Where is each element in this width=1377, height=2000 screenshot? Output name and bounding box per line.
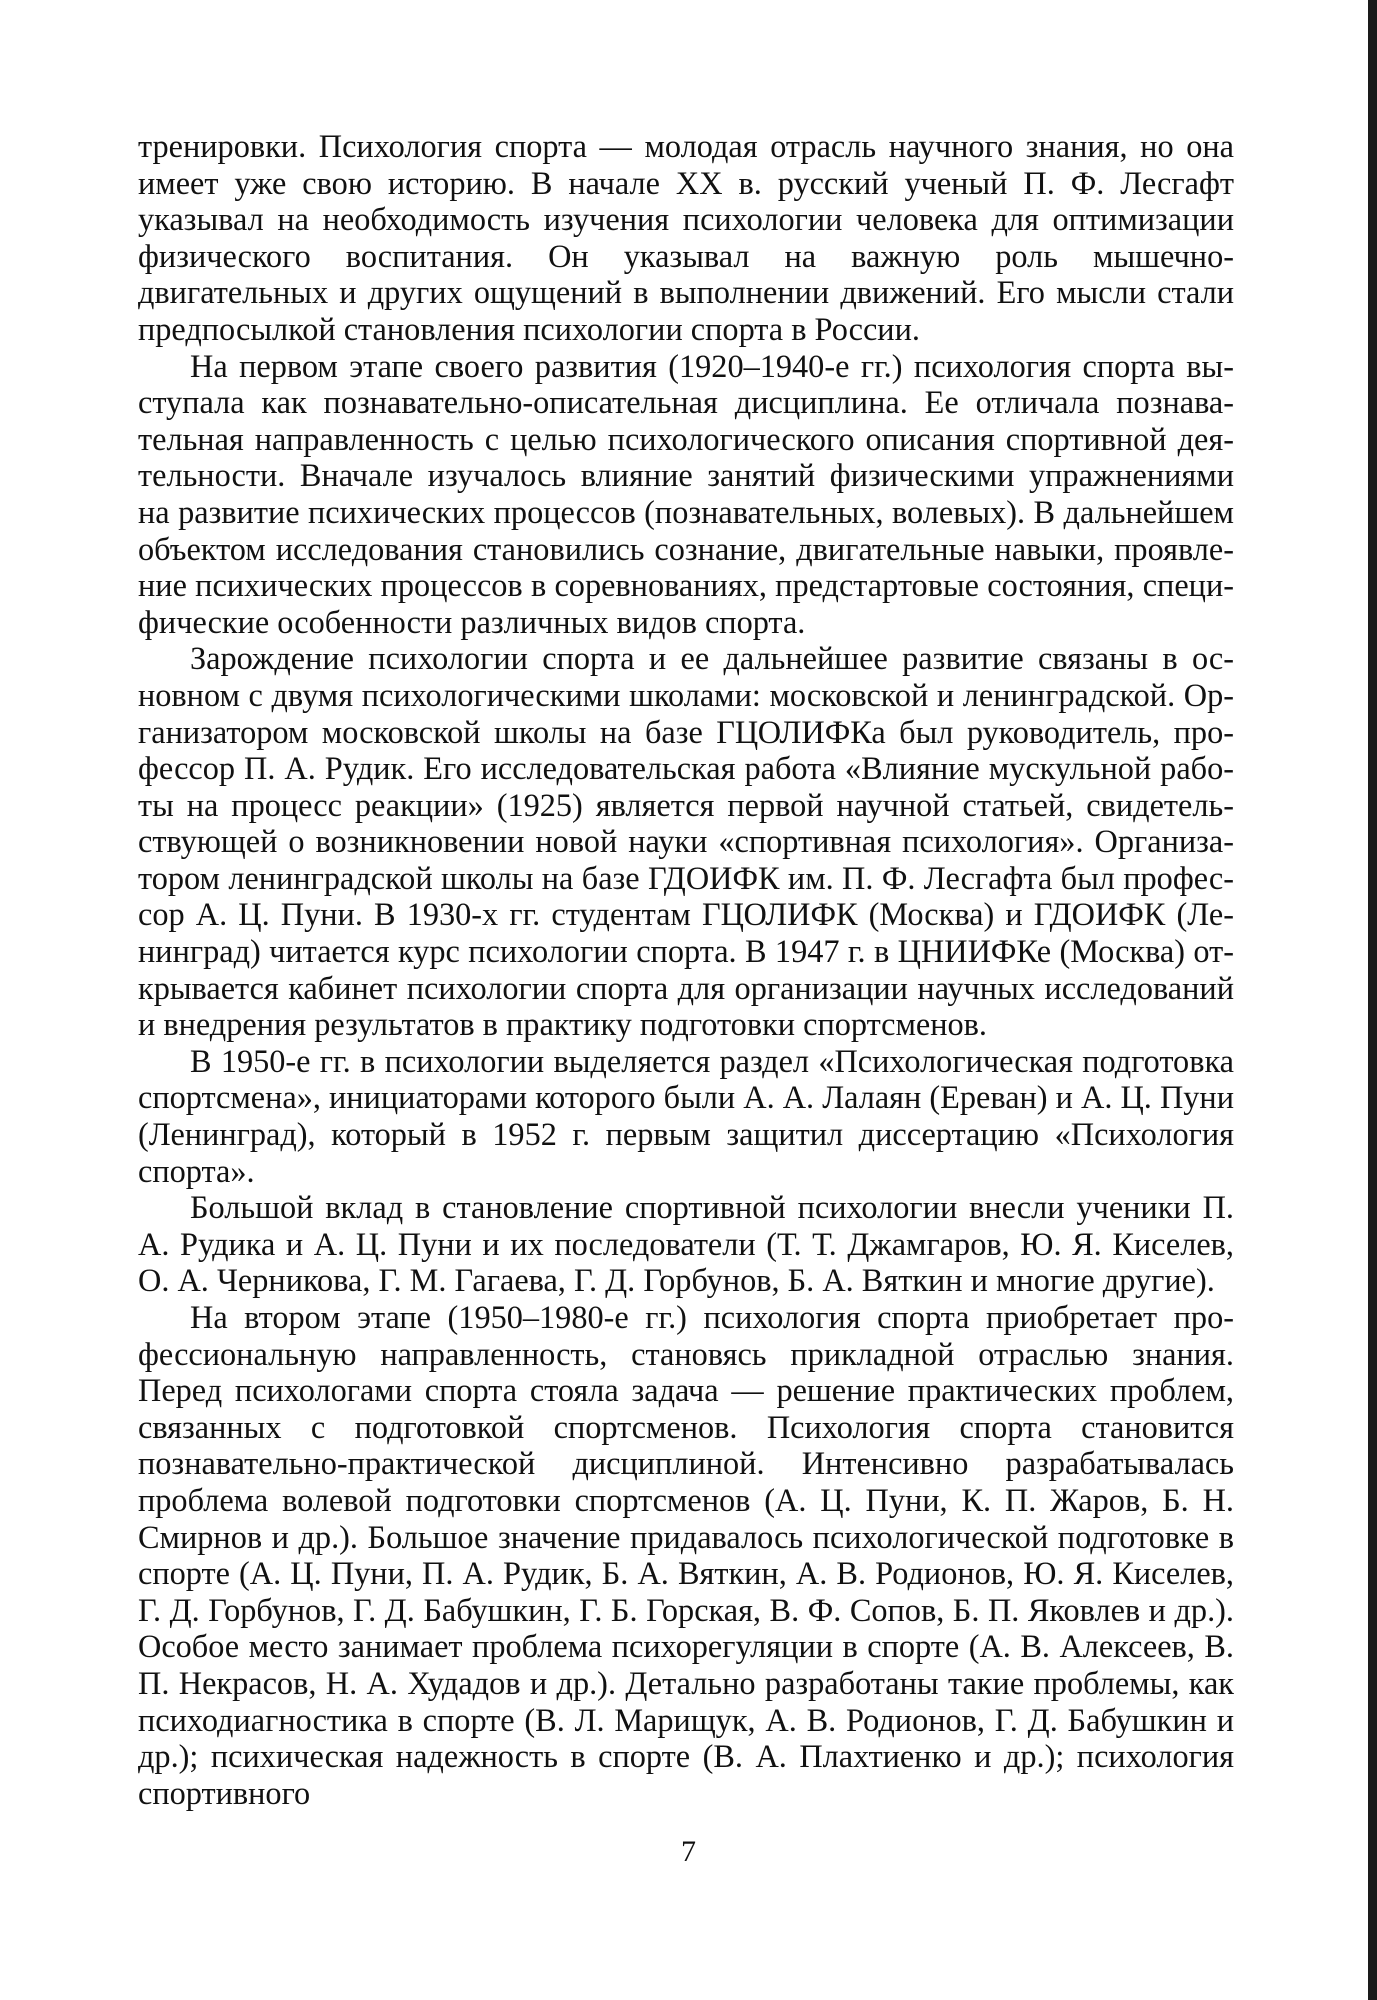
paragraph-6: На втором этапе (1950–1980-е гг.) психология спорта приобретает профессиональную направленность, становясь прикладной отраслью знания. Перед психологами спорта стояла задача — решение практических проблем, связанных с подготовкой спортсменов. Психология спорта становится познавательно-практической дисциплиной. Интенсивно разрабатывалась проблема волевой подготовки спортсменов (А. Ц. Пуни, К. П. Жаров, Б. Н. Смирнов и др.). Большое значение придавалось психологической подготовке в спорте (А. Ц. Пуни, П. А. Рудик, Б. А. Вяткин, А. В. Родионов, Ю. Я. Киселев, Г. Д. Горбунов, Г. Д. Бабушкин, Г. Б. Горская, В. Ф. Сопов, Б. П. Яковлев и др.). Особое место занимает проблема психорегуляции в спорте (А. В. Алексеев, В. П. Некрасов, Н. А. Худадов и др.). Детально разработаны такие проблемы, как психодиагностика в спорте (В. Л. Марищук, А. В. Родионов, Г. Д. Бабушкин и др.); психическая надежность в спорте (В. А. Плахтиенко и др.); психология спортивного: [138, 1299, 1234, 1811]
page-number: 7: [681, 1835, 696, 1868]
body-text: [138, 128, 1234, 1811]
paragraph-2: На первом этапе своего развития (1920–1940-е гг.) психология спорта выступала как познавательно-описательная дисциплина. Ее отличала познавательная направленность с целью психологического описания спортивной деятельности. Вначале изучалось влияние занятий физическими упражнениями на развитие психических процессов (познавательных, волевых). В дальнейшем объектом исследования становились сознание, двигательные навыки, проявление психических процессов в соревнованиях, предстартовые состояния, специфические особенности различных видов спорта.: [138, 347, 1234, 640]
paragraph-5: Большой вклад в становление спортивной психологии внесли ученики П. А. Рудика и А. Ц. Пуни и их последователи (Т. Т. Джамгаров, Ю. Я. Киселев, О. А. Черникова, Г. М. Гагаева, Г. Д. Горбунов, Б. А. Вяткин и многие другие).: [138, 1189, 1234, 1299]
paragraph-3: Зарождение психологии спорта и ее дальнейшее развитие связаны в основном с двумя психологическими школами: московской и ленинградской. Организатором московской школы на базе ГЦОЛИФКа был руководитель, профессор П. А. Рудик. Его исследовательская работа «Влияние мускульной работы на процесс реакции» (1925) является первой научной статьей, свидетельствующей о возникновении новой науки «спортивная психология». Организатором ленинградской школы на базе ГДОИФК им. П. Ф. Лесгафта был профессор А. Ц. Пуни. В 1930-х гг. студентам ГЦОЛИФК (Москва) и ГДОИФК (Ленинград) читается курс психологии спорта. В 1947 г. в ЦНИИФКе (Москва) открывается кабинет психологии спорта для организации научных исследований и внедрения результатов в практику подготовки спортсменов.: [138, 640, 1234, 1043]
paragraph-1: тренировки. Психология спорта — молодая отрасль научного знания, но она имеет уже свою историю. В начале ХХ в. русский ученый П. Ф. Лесгафт указывал на необходимость изучения психологии человека для оптимизации физического воспитания. Он указывал на важную роль мышечно-двигательных и других ощущений в выполнении движений. Его мысли стали предпосылкой становления психологии спорта в России.: [138, 128, 1234, 347]
paragraph-4: В 1950-е гг. в психологии выделяется раздел «Психологическая подготовка спортсмена», инициаторами которого были А. А. Лалаян (Ереван) и А. Ц. Пуни (Ленинград), который в 1952 г. первым защитил диссертацию «Психология спорта».: [138, 1042, 1234, 1189]
